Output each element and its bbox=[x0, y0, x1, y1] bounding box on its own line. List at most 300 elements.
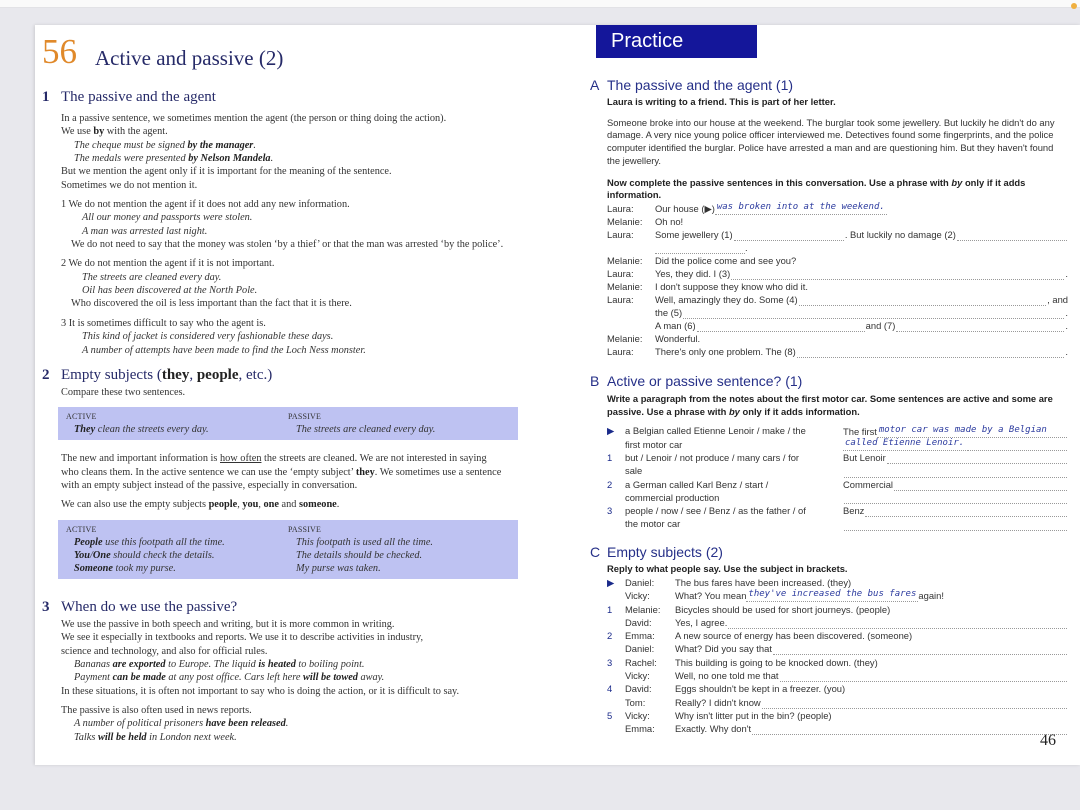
text-run: Eggs shouldn't be kept in a freezer. (you) bbox=[675, 683, 846, 695]
speaker: Vicky: bbox=[625, 670, 650, 682]
text-line bbox=[61, 257, 522, 270]
text-run: But Lenoir bbox=[843, 452, 886, 464]
answer-area bbox=[843, 451, 1068, 478]
answer-blank[interactable] bbox=[728, 620, 1067, 629]
text-run: they bbox=[161, 367, 190, 383]
text-run: . bbox=[745, 241, 748, 253]
text-run: But we mention the agent only if it is important for the meaning of the sentence. bbox=[61, 166, 392, 178]
text-run: This building is going to be knocked down. (they) bbox=[675, 656, 878, 668]
example-line bbox=[288, 423, 510, 436]
text-run: people bbox=[208, 499, 238, 511]
answer-line bbox=[843, 424, 1068, 437]
answer-line bbox=[843, 464, 1068, 477]
text-run: . bbox=[285, 718, 289, 730]
text-line bbox=[61, 658, 522, 671]
text-line bbox=[61, 238, 522, 251]
answer-area bbox=[843, 478, 1068, 505]
text-run: will be held bbox=[97, 731, 147, 743]
text-run: they bbox=[355, 466, 375, 478]
speaker: Daniel: bbox=[625, 577, 655, 588]
column-label: PASSIVE bbox=[288, 412, 322, 422]
text-run: They bbox=[74, 424, 96, 436]
text-line bbox=[61, 284, 522, 297]
answer-blank[interactable] bbox=[683, 310, 1064, 319]
dialog-row bbox=[607, 616, 1068, 629]
item-marker: 4 bbox=[607, 683, 613, 695]
text-run: / bbox=[90, 549, 93, 561]
answer-line bbox=[843, 438, 1068, 451]
dialog-row bbox=[607, 642, 1068, 655]
item-marker: 2 bbox=[607, 478, 613, 490]
text-run: . We sometimes use a sentence bbox=[374, 466, 502, 478]
text-line bbox=[61, 330, 522, 343]
section-number: 2 bbox=[42, 367, 50, 383]
dialog-row bbox=[607, 669, 1068, 682]
text-run: have been released bbox=[205, 718, 286, 730]
dialog-row bbox=[607, 602, 1068, 615]
answer-blank[interactable] bbox=[799, 297, 1047, 306]
text-run: Payment bbox=[74, 672, 113, 684]
answer-blank[interactable] bbox=[896, 323, 1064, 332]
answer-blank[interactable] bbox=[967, 442, 1067, 451]
speaker: Laura: bbox=[607, 345, 634, 357]
answer-area bbox=[843, 424, 1068, 451]
text-run: by bbox=[951, 176, 963, 188]
text-run: The streets are cleaned every day. bbox=[82, 271, 222, 283]
speaker: Emma: bbox=[625, 723, 655, 735]
text-run: away. bbox=[357, 672, 385, 684]
text-run: What? Did you say that bbox=[675, 643, 772, 655]
notes-list bbox=[607, 424, 1068, 530]
text-run: with the agent. bbox=[104, 126, 168, 138]
exercise-a bbox=[590, 77, 1068, 358]
text-run: Oh no! bbox=[655, 215, 684, 227]
example-column bbox=[288, 410, 510, 436]
text-run: Someone bbox=[74, 562, 113, 574]
text-run: We use the passive in both speech and writing, but it is more common in writing. bbox=[61, 619, 395, 630]
text-run: We use bbox=[61, 126, 94, 138]
dialog-row bbox=[607, 254, 1068, 267]
speaker: Melanie: bbox=[607, 280, 643, 292]
speaker: Melanie: bbox=[607, 332, 643, 344]
text-line bbox=[61, 271, 522, 284]
text-run: People bbox=[74, 536, 103, 548]
exercise-number: (2) bbox=[705, 544, 723, 560]
item-marker: 2 bbox=[607, 630, 613, 642]
text-line bbox=[61, 198, 522, 211]
text-run: The cheque must be signed bbox=[74, 139, 188, 151]
example-line bbox=[66, 562, 288, 575]
text-run: is heated bbox=[258, 659, 296, 671]
answer-blank[interactable] bbox=[734, 232, 844, 241]
text-line bbox=[61, 225, 522, 238]
page-number: 46 bbox=[1040, 732, 1056, 749]
text-run: are exported bbox=[112, 659, 166, 671]
text-run: should check the details. bbox=[110, 549, 215, 561]
text-run: I don't suppose they know who did it. bbox=[655, 280, 808, 292]
exercise-number: (1) bbox=[785, 373, 803, 389]
answer-blank[interactable] bbox=[894, 482, 1067, 491]
text-run: Oil has been discovered at the North Pole. bbox=[82, 285, 258, 297]
text-run: This kind of jacket is considered very fashionable these days. bbox=[82, 331, 334, 343]
text-run: . bbox=[1065, 345, 1068, 357]
handwritten-answer: was broken into at the weekend. bbox=[715, 201, 887, 215]
text-run: The passive and the agent bbox=[61, 89, 216, 105]
item-marker: ▶ bbox=[607, 425, 615, 437]
text-run: , bbox=[189, 367, 197, 383]
text-line bbox=[61, 452, 522, 465]
speaker: David: bbox=[625, 683, 652, 695]
text-line bbox=[61, 645, 522, 658]
text-run: Sometimes we do not mention it. bbox=[61, 179, 198, 191]
text-run: by the manager bbox=[187, 139, 254, 151]
text-run: Some jewellery (1) bbox=[655, 228, 733, 240]
exercise-title: Empty subjects bbox=[607, 544, 702, 560]
exercise-heading bbox=[590, 77, 1068, 93]
text-run: only if it adds information. bbox=[607, 176, 1026, 201]
item-marker: 1 bbox=[607, 452, 613, 463]
column-label: ACTIVE bbox=[66, 524, 97, 534]
text-run: We do not need to say that the money was stolen ‘by a thief’ or that the man was arrested ‘by the police’. bbox=[71, 239, 504, 251]
text-run: The medals were presented bbox=[74, 153, 189, 165]
text-run: Our house (▶) bbox=[655, 202, 715, 214]
text-line bbox=[61, 386, 522, 399]
item-marker: 5 bbox=[607, 709, 613, 721]
text-run: Really? I didn't know bbox=[675, 696, 761, 708]
text-run: All our money and passports were stolen. bbox=[82, 212, 253, 224]
speaker: Emma: bbox=[625, 630, 655, 642]
text-run: took my purse. bbox=[112, 562, 176, 574]
dialog-row bbox=[607, 345, 1068, 358]
example-line bbox=[66, 549, 288, 562]
unit-title: Active and passive (2) bbox=[95, 46, 284, 70]
exercise-instruction bbox=[607, 177, 1068, 202]
note-text: people / now / see / Benz / as the father / of the motor car bbox=[625, 505, 806, 530]
example-line bbox=[288, 549, 510, 562]
section-3 bbox=[42, 598, 522, 744]
text-run: by Nelson Mandela bbox=[188, 153, 271, 165]
answer-blank[interactable] bbox=[1050, 429, 1067, 438]
answer-blank[interactable] bbox=[887, 455, 1067, 464]
section-number: 3 bbox=[42, 599, 50, 615]
text-run: at any post office. Cars left here bbox=[165, 672, 303, 684]
notes-row bbox=[607, 424, 1068, 451]
example-column bbox=[66, 523, 288, 575]
exercise-body bbox=[607, 563, 1068, 735]
exercise-instruction bbox=[607, 393, 1068, 418]
section-heading bbox=[42, 88, 522, 106]
text-run: Exactly. Why don't bbox=[675, 723, 752, 735]
exercise-body bbox=[607, 96, 1068, 358]
answer-blank[interactable] bbox=[797, 349, 1065, 358]
text-line bbox=[61, 685, 522, 698]
section-heading bbox=[42, 366, 522, 384]
notes-row bbox=[607, 451, 1068, 478]
exercise-body bbox=[607, 393, 1068, 531]
note-text: a German called Karl Benz / start / commercial production bbox=[625, 478, 769, 503]
dialog-row bbox=[607, 629, 1068, 642]
answer-blank[interactable] bbox=[844, 522, 1067, 531]
speaker: Laura: bbox=[607, 293, 634, 305]
text-run: Why isn't litter put in the bin? (people) bbox=[675, 709, 832, 721]
exercise-heading bbox=[590, 544, 1068, 560]
answer-blank[interactable] bbox=[697, 323, 865, 332]
letter-text: Someone broke into our house at the weekend. The burglar took some jewellery. But luckily he didn't do any damage. A very nice young police officer interviewed me. Detectives found some fingerprints, and the police computer identified the burglar. Police have arrested a man and are questioning him. But they haven't found the jewellery. bbox=[607, 116, 1055, 166]
text-line bbox=[61, 152, 522, 165]
dialog-row bbox=[607, 215, 1068, 228]
text-line bbox=[61, 731, 522, 744]
text-run: The details should be checked. bbox=[296, 549, 423, 561]
text-run: The bus fares have been increased. (they) bbox=[675, 577, 852, 588]
speaker: Melanie: bbox=[625, 603, 661, 615]
text-line bbox=[61, 179, 522, 192]
example-line bbox=[288, 536, 510, 549]
example-column bbox=[66, 410, 288, 436]
text-run: clean the streets every day. bbox=[95, 424, 209, 436]
text-run: Did the police come and see you? bbox=[655, 254, 797, 266]
answer-line bbox=[843, 517, 1068, 530]
dialog-row bbox=[607, 709, 1068, 722]
text-line bbox=[61, 139, 522, 152]
speaker: Daniel: bbox=[625, 643, 655, 655]
text-run: Commercial bbox=[843, 478, 894, 490]
text-run: . bbox=[1065, 306, 1068, 318]
notes-row bbox=[607, 504, 1068, 531]
text-line bbox=[61, 317, 522, 330]
text-run: , and bbox=[1047, 293, 1068, 305]
item-marker: 3 bbox=[607, 656, 613, 668]
answer-blank[interactable] bbox=[844, 469, 1067, 478]
speaker: Melanie: bbox=[607, 215, 643, 227]
text-run: The streets are cleaned every day. bbox=[296, 424, 436, 436]
text-run: A number of political prisoners bbox=[74, 718, 206, 730]
dialog-row bbox=[607, 280, 1068, 293]
exercise-heading bbox=[590, 373, 1068, 389]
text-run: Wonderful. bbox=[655, 332, 701, 344]
answer-blank[interactable] bbox=[655, 245, 745, 254]
dialog-row bbox=[607, 722, 1068, 735]
text-run: 2 We do not mention the agent if it is not important. bbox=[61, 258, 275, 270]
text-run: people bbox=[196, 367, 239, 383]
text-run: science and technology, and also for official rules. bbox=[61, 645, 268, 657]
text-run: Reply to what people say. Use the subject in brackets. bbox=[607, 563, 848, 574]
exercise-title: The passive and the agent bbox=[607, 77, 773, 93]
text-run: . bbox=[253, 139, 256, 151]
column-label: PASSIVE bbox=[288, 524, 322, 534]
text-line bbox=[61, 125, 522, 138]
text-run: When do we use the passive? bbox=[61, 599, 238, 615]
text-run: Compare these two sentences. bbox=[61, 387, 186, 398]
answer-line bbox=[843, 504, 1068, 517]
exercise-title: Active or passive sentence? bbox=[607, 373, 782, 389]
dialog-row bbox=[607, 695, 1068, 708]
text-run: with an empty subject instead of the passive, especially in conversation. bbox=[61, 480, 358, 492]
text-run: Write a paragraph from the notes about the first motor car. Some sentences are active and some are passive. Use a phrase with bbox=[607, 393, 1053, 417]
column-label: ACTIVE bbox=[66, 412, 97, 422]
example-box bbox=[58, 520, 518, 579]
text-run: Benz bbox=[843, 505, 865, 517]
speaker: Vicky: bbox=[625, 709, 650, 721]
text-run: One bbox=[92, 549, 111, 561]
note-text: but / Lenoir / not produce / many cars / for sale bbox=[625, 452, 800, 477]
text-run: The passive is also often used in news reports. bbox=[61, 705, 252, 717]
answer-blank[interactable] bbox=[762, 700, 1067, 709]
text-run: 3 It is sometimes difficult to say who the agent is. bbox=[61, 317, 266, 329]
exercise-number: (1) bbox=[775, 77, 794, 93]
text-run: again! bbox=[918, 590, 944, 602]
text-line bbox=[61, 112, 522, 125]
text-run: Empty subjects ( bbox=[61, 367, 162, 383]
text-line bbox=[61, 498, 522, 511]
section-2 bbox=[42, 366, 522, 579]
handwritten-answer: called Etienne Lenoir. bbox=[843, 437, 966, 451]
text-run: Bananas bbox=[74, 659, 113, 671]
text-run: You bbox=[74, 549, 91, 561]
text-run: , etc.) bbox=[238, 367, 273, 383]
item-marker: 1 bbox=[607, 603, 613, 615]
dialog-row bbox=[607, 228, 1068, 241]
speaker: Laura: bbox=[607, 267, 634, 279]
text-run: and (7) bbox=[865, 319, 896, 331]
text-line bbox=[61, 165, 522, 178]
text-run: We can also use the empty subjects bbox=[61, 499, 209, 511]
answer-line bbox=[843, 451, 1068, 464]
text-run: one bbox=[263, 499, 279, 511]
speaker: Laura: bbox=[607, 202, 634, 214]
answer-blank[interactable] bbox=[731, 271, 1064, 280]
text-run: The first bbox=[843, 425, 877, 437]
text-run: 1 We do not mention the agent if it does not add any new information. bbox=[61, 199, 350, 211]
text-line bbox=[61, 479, 522, 492]
text-run: Yes, they did. I (3) bbox=[655, 267, 731, 279]
answer-line bbox=[843, 491, 1068, 504]
speaker: Vicky: bbox=[625, 590, 650, 602]
example-line bbox=[288, 562, 510, 575]
dialog-row bbox=[607, 589, 1068, 602]
text-run: by bbox=[728, 405, 740, 417]
answer-blank[interactable] bbox=[752, 726, 1067, 735]
text-run: only if it adds information. bbox=[739, 405, 860, 417]
speaker: Tom: bbox=[625, 696, 646, 708]
text-run: Yes, I agree. bbox=[675, 616, 728, 628]
text-line bbox=[61, 631, 522, 644]
answer-area bbox=[843, 504, 1068, 531]
text-line bbox=[61, 717, 522, 730]
example-column bbox=[288, 523, 510, 575]
notes-row bbox=[607, 478, 1068, 505]
text-run: Now complete the passive sentences in this conversation. Use a phrase with bbox=[607, 176, 952, 188]
exercise-letter: B bbox=[590, 373, 600, 389]
text-run: . bbox=[1065, 267, 1068, 279]
answer-blank[interactable] bbox=[780, 673, 1067, 682]
text-run: , bbox=[258, 499, 264, 511]
dialog-row bbox=[607, 655, 1068, 668]
example-line bbox=[66, 536, 288, 549]
dialog-row bbox=[607, 319, 1068, 332]
answer-blank[interactable] bbox=[957, 232, 1067, 241]
handwritten-answer: motor car was made by a Belgian bbox=[877, 424, 1049, 438]
text-run: Well, amazingly they do. Some (4) bbox=[655, 293, 798, 305]
dialog-row bbox=[607, 202, 1068, 215]
section-body bbox=[61, 112, 522, 357]
text-run: you bbox=[242, 499, 259, 511]
text-line bbox=[61, 618, 522, 631]
speaker: Laura: bbox=[607, 228, 634, 240]
example-box bbox=[58, 407, 518, 440]
answer-blank[interactable] bbox=[865, 508, 1067, 517]
text-run: A man was arrested last night. bbox=[82, 225, 208, 237]
item-marker: ▶ bbox=[607, 577, 615, 588]
text-run: who cleans them. In the active sentence we can use the ‘empty subject’ bbox=[61, 466, 356, 478]
answer-blank[interactable] bbox=[844, 495, 1067, 504]
text-run: will be towed bbox=[303, 672, 358, 684]
text-run: can be made bbox=[112, 672, 166, 684]
text-run: A number of attempts have been made to find the Loch Ness monster. bbox=[82, 344, 366, 356]
speaker: Melanie: bbox=[607, 254, 643, 266]
text-run: My purse was taken. bbox=[296, 562, 381, 574]
dialog-row bbox=[607, 682, 1068, 695]
text-run: and bbox=[278, 499, 299, 511]
note-text: a Belgian called Etienne Lenoir / make / the first motor car bbox=[625, 425, 806, 450]
text-line bbox=[61, 297, 522, 310]
text-run: in London next week. bbox=[146, 731, 237, 743]
dialog-row bbox=[607, 576, 1068, 589]
text-run: by bbox=[93, 126, 105, 138]
text-run: to boiling point. bbox=[295, 659, 365, 671]
text-line bbox=[61, 466, 522, 479]
text-run: how often bbox=[220, 453, 262, 465]
text-run: the (5) bbox=[655, 306, 683, 318]
viewer-top-bar bbox=[0, 0, 1080, 8]
answer-line bbox=[843, 478, 1068, 491]
text-line bbox=[61, 344, 522, 357]
text-run: What? You mean bbox=[675, 590, 747, 602]
section-number: 1 bbox=[42, 89, 50, 105]
text-line bbox=[61, 704, 522, 717]
text-run: to Europe. The liquid bbox=[165, 659, 259, 671]
status-dot-icon bbox=[1071, 3, 1077, 9]
text-run: . bbox=[1065, 319, 1068, 331]
text-run: This footpath is used all the time. bbox=[296, 536, 434, 548]
text-run: Well, no one told me that bbox=[675, 670, 779, 682]
text-run: . bbox=[270, 153, 274, 165]
text-run: In a passive sentence, we sometimes mention the agent (the person or thing doing the action). bbox=[61, 113, 447, 124]
unit-number: 56 bbox=[42, 32, 77, 71]
dialog-row bbox=[607, 267, 1068, 280]
section-body bbox=[61, 618, 522, 744]
text-run: . bbox=[336, 499, 340, 511]
speaker: Rachel: bbox=[625, 656, 657, 668]
text-line bbox=[61, 211, 522, 224]
text-run: We see it especially in textbooks and reports. We use it to describe activities in industry, bbox=[61, 632, 424, 644]
practice-banner: Practice bbox=[596, 25, 757, 58]
exercise-b bbox=[590, 373, 1068, 531]
text-run: , bbox=[237, 499, 243, 511]
text-run: In these situations, it is often not important to say who is doing the action, or it is difficult to say. bbox=[61, 685, 460, 697]
item-marker: 3 bbox=[607, 505, 613, 517]
example-line bbox=[66, 423, 288, 436]
text-run: The new and important information is bbox=[61, 453, 220, 465]
text-run: Bicycles should be used for short journeys. (people) bbox=[675, 603, 891, 615]
text-run: A man (6) bbox=[655, 319, 696, 331]
text-run: Talks bbox=[74, 731, 98, 743]
dialog-row bbox=[607, 241, 1068, 254]
text-run: use this footpath all the time. bbox=[102, 536, 225, 548]
answer-blank[interactable] bbox=[773, 646, 1067, 655]
handwritten-answer: they've increased the bus fares bbox=[746, 588, 918, 602]
section-heading bbox=[42, 598, 522, 616]
text-run: the streets are cleaned. We are not interested in saying bbox=[261, 453, 487, 465]
